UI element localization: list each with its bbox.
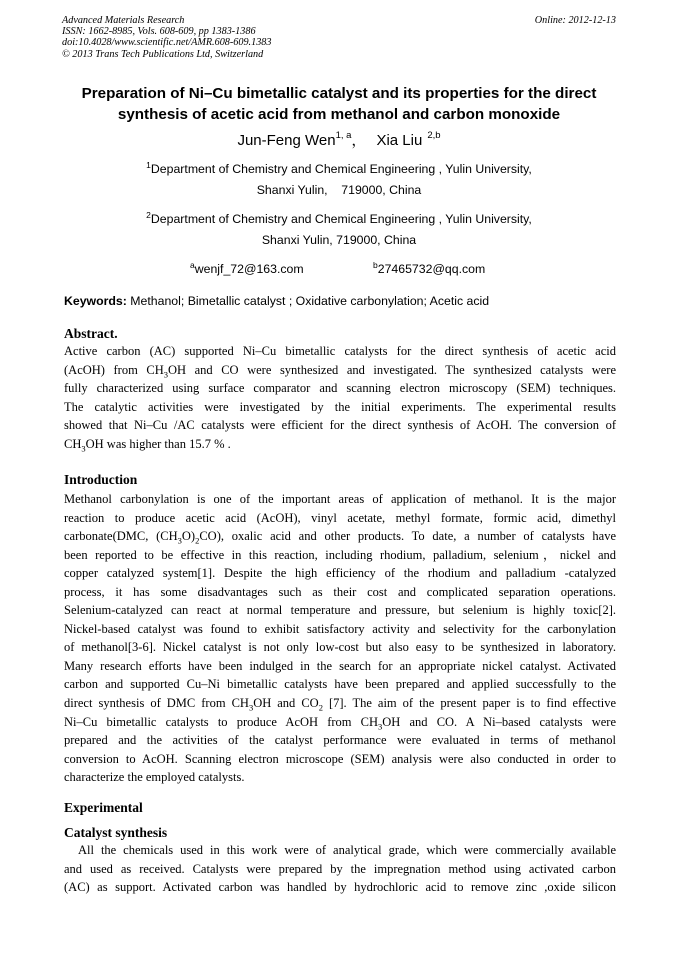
author-list — [0, 128, 678, 150]
text-line: carbon and supported Cu–Ni bimetallic catalysts have been prepared and applied successfully to the — [64, 677, 616, 692]
catalyst-synthesis-heading: Catalyst synthesis — [64, 825, 168, 840]
text-line: conversion to AcOH. Scanning electron microscope (SEM) analysis were also conducted in order to — [64, 751, 616, 766]
affiliation-2 — [0, 208, 678, 226]
text-line: of methanol[3-6]. Nickel catalyst is not only low-cost but also easy to be synthesized in laboratory. — [64, 640, 616, 655]
issn-line: ISSN: 1662-8985, Vols. 608-609, pp 1383-1386 — [62, 26, 256, 38]
text-line: process, it has some disadvantages such as their cost and complicated separation operations. — [64, 584, 616, 599]
text-line: $CH_3OH$ was higher than 15.7 % . — [64, 436, 231, 454]
text-line: prepared and the activities of the catalyst performance were evaluated in terms of methanol — [64, 733, 616, 748]
experimental-heading: Experimental — [64, 800, 143, 815]
text-line: The catalytic activities were investigated by the initial experiments. The experimental results — [64, 399, 616, 414]
title-line: synthesis of acetic acid from methanol and carbon monoxide — [117, 106, 561, 123]
author-affiliation-mark: 2,b — [427, 130, 441, 141]
text-line: carbonate(DMC, $(CH_3O)_2CO$), oxalic acid and other products. To date, a number of catalysts have — [64, 529, 616, 546]
email-mark: a — [190, 260, 195, 270]
abstract-heading: Abstract. — [64, 326, 118, 341]
affiliation-text: Department of Chemistry and Chemical Engineering , Yulin University, — [150, 162, 532, 177]
author-affiliation-mark: 1, a — [335, 130, 352, 141]
doi-line: doi:10.4028/www.scientific.net/AMR.608-609.1383 — [62, 37, 272, 49]
author-name: Xia Liu — [376, 132, 423, 149]
text-line: fully characterized using surface comparator and scanning electron microscopy (SEM) techniques. — [64, 381, 616, 396]
email-mark: b — [373, 260, 378, 270]
text-line: showed that Ni–Cu /AC catalysts were efficient for the direct synthesis of AcOH. The conversion of — [64, 418, 616, 433]
online-date: Online: 2012-12-13 — [534, 15, 616, 26]
text-line: Nickel-based catalyst was found to exhibit satisfactory activity and selectivity for the carbonylation — [64, 621, 616, 636]
text-line: Methanol carbonylation is one of the important areas of application of methanol. It is the major — [64, 492, 616, 506]
keywords-text: Methanol; Bimetallic catalyst ; Oxidative carbonylation; Acetic acid — [126, 294, 490, 308]
text-line: (AcOH) from $CH_3OH$ and CO were synthesized and investigated. The synthesized catalysts were — [64, 362, 617, 380]
text-line: been reported to be effective in this reaction, including rhodium, palladium, selenium，nickel and — [64, 547, 616, 562]
introduction-heading: Introduction — [64, 472, 138, 487]
email-b — [373, 258, 485, 276]
affiliation-1-location: Shanxi Yulin, 719000, China — [256, 183, 422, 197]
journal-header — [62, 15, 616, 60]
affiliation-2-location: Shanxi Yulin, 719000, China — [261, 233, 417, 247]
keywords-label: Keywords: — [64, 294, 127, 308]
text-line: copper catalyzed system[1]. Despite the high efficiency of the rhodium and palladium -catalyzed — [64, 566, 616, 581]
text-line: reaction to produce acetic acid (AcOH), vinyl acetate, methyl formate, formic acid, dimethyl — [64, 510, 616, 525]
journal-name: Advanced Materials Research — [62, 15, 185, 26]
email-address: wenjf_72@163.com — [194, 262, 304, 277]
author-separator: ， — [351, 132, 367, 149]
text-line: Selenium-catalyzed can react at normal temperature and pressure, but selenium is highly toxic[2]. — [64, 603, 616, 618]
author-name: Jun-Feng Wen — [237, 132, 336, 149]
paper-title — [40, 83, 638, 125]
affiliation-mark: 2 — [146, 210, 151, 220]
keywords — [64, 294, 616, 309]
copyright-line: © 2013 Trans Tech Publications Ltd, Switzerland — [62, 48, 264, 60]
text-line: Many research efforts have been indulged in the search for an appropriate nickel catalyst. Activated — [64, 658, 616, 673]
text-line: (AC) as support. Activated carbon was handled by hydrochloric acid to remove zinc ,oxide silicon — [64, 880, 616, 895]
email-address: 27465732@qq.com — [377, 262, 486, 277]
text-line: All the chemicals used in this work were of analytical grade, which were commercially available — [78, 843, 616, 857]
text-line: and used as received. Catalysts were prepared by the impregnation method using activated carbon — [64, 861, 616, 876]
email-a — [190, 258, 304, 276]
affiliation-mark: 1 — [146, 160, 151, 170]
text-line: Active carbon (AC) supported Ni–Cu bimetallic catalysts for the direct synthesis of acetic acid — [64, 344, 616, 358]
text-line: characterize the employed catalysts. — [64, 770, 245, 785]
text-line: direct synthesis of DMC from $CH_3OH$ and $CO_2$ [7]. The aim of the present paper is to find effective — [64, 696, 616, 713]
text-line: Ni–Cu bimetallic catalysts to produce AcOH from $CH_3OH$ and CO. A Ni–based catalysts were — [64, 714, 616, 732]
abstract-body — [64, 342, 616, 453]
affiliation-text: Department of Chemistry and Chemical Engineering , Yulin University, — [150, 212, 532, 227]
title-line: Preparation of Ni–Cu bimetallic catalyst and its properties for the direct — [81, 85, 597, 102]
experimental-body — [64, 841, 616, 897]
introduction-body — [64, 490, 616, 787]
affiliation-1 — [0, 158, 678, 176]
